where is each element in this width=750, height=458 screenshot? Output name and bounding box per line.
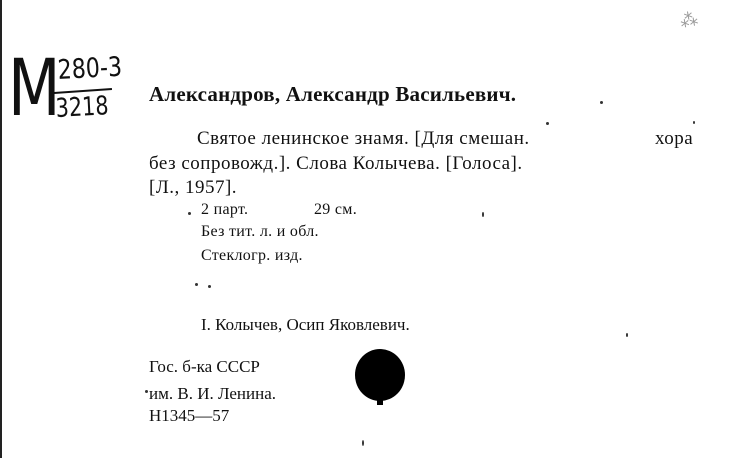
note-edition: Стеклогр. изд.	[201, 247, 303, 264]
call-number-top: 280-3	[56, 51, 123, 86]
card-left-edge	[0, 0, 2, 458]
title-line-1: Святое ленинское знамя. [Для смешан.	[197, 128, 530, 149]
title-line-1-end: хора	[655, 128, 694, 149]
dust-speck	[188, 212, 191, 215]
library-name-line-1: Гос. б-ка СССР	[149, 357, 260, 376]
pencil-mark: ⁂	[678, 8, 700, 33]
title-line-2: без сопровожд.]. Слова Колычева. [Голоса].	[149, 153, 523, 174]
dust-speck	[362, 440, 364, 446]
call-number-letter: М	[8, 44, 59, 134]
physical-parts: 2 парт.	[201, 201, 249, 218]
card-serial-number: Н1345—57	[149, 406, 230, 425]
author-heading: Александров, Александр Васильевич.	[149, 82, 517, 106]
added-entry-tracing: I. Колычев, Осип Яковлевич.	[201, 315, 410, 334]
dust-speck	[195, 283, 198, 286]
note-no-title-page: Без тит. л. и обл.	[201, 223, 319, 240]
call-number-bottom: 3218	[54, 91, 110, 124]
dust-speck	[693, 121, 695, 124]
imprint-line: [Л., 1957].	[149, 177, 238, 198]
dust-speck	[208, 285, 211, 288]
physical-size: 29 см.	[314, 201, 358, 218]
dust-speck	[546, 122, 549, 125]
dust-speck	[482, 212, 484, 217]
dust-speck	[600, 101, 603, 104]
dust-speck	[145, 390, 148, 393]
ink-stamp-drip	[377, 394, 383, 405]
library-name-line-2: им. В. И. Ленина.	[149, 384, 277, 403]
dust-speck	[626, 333, 628, 337]
